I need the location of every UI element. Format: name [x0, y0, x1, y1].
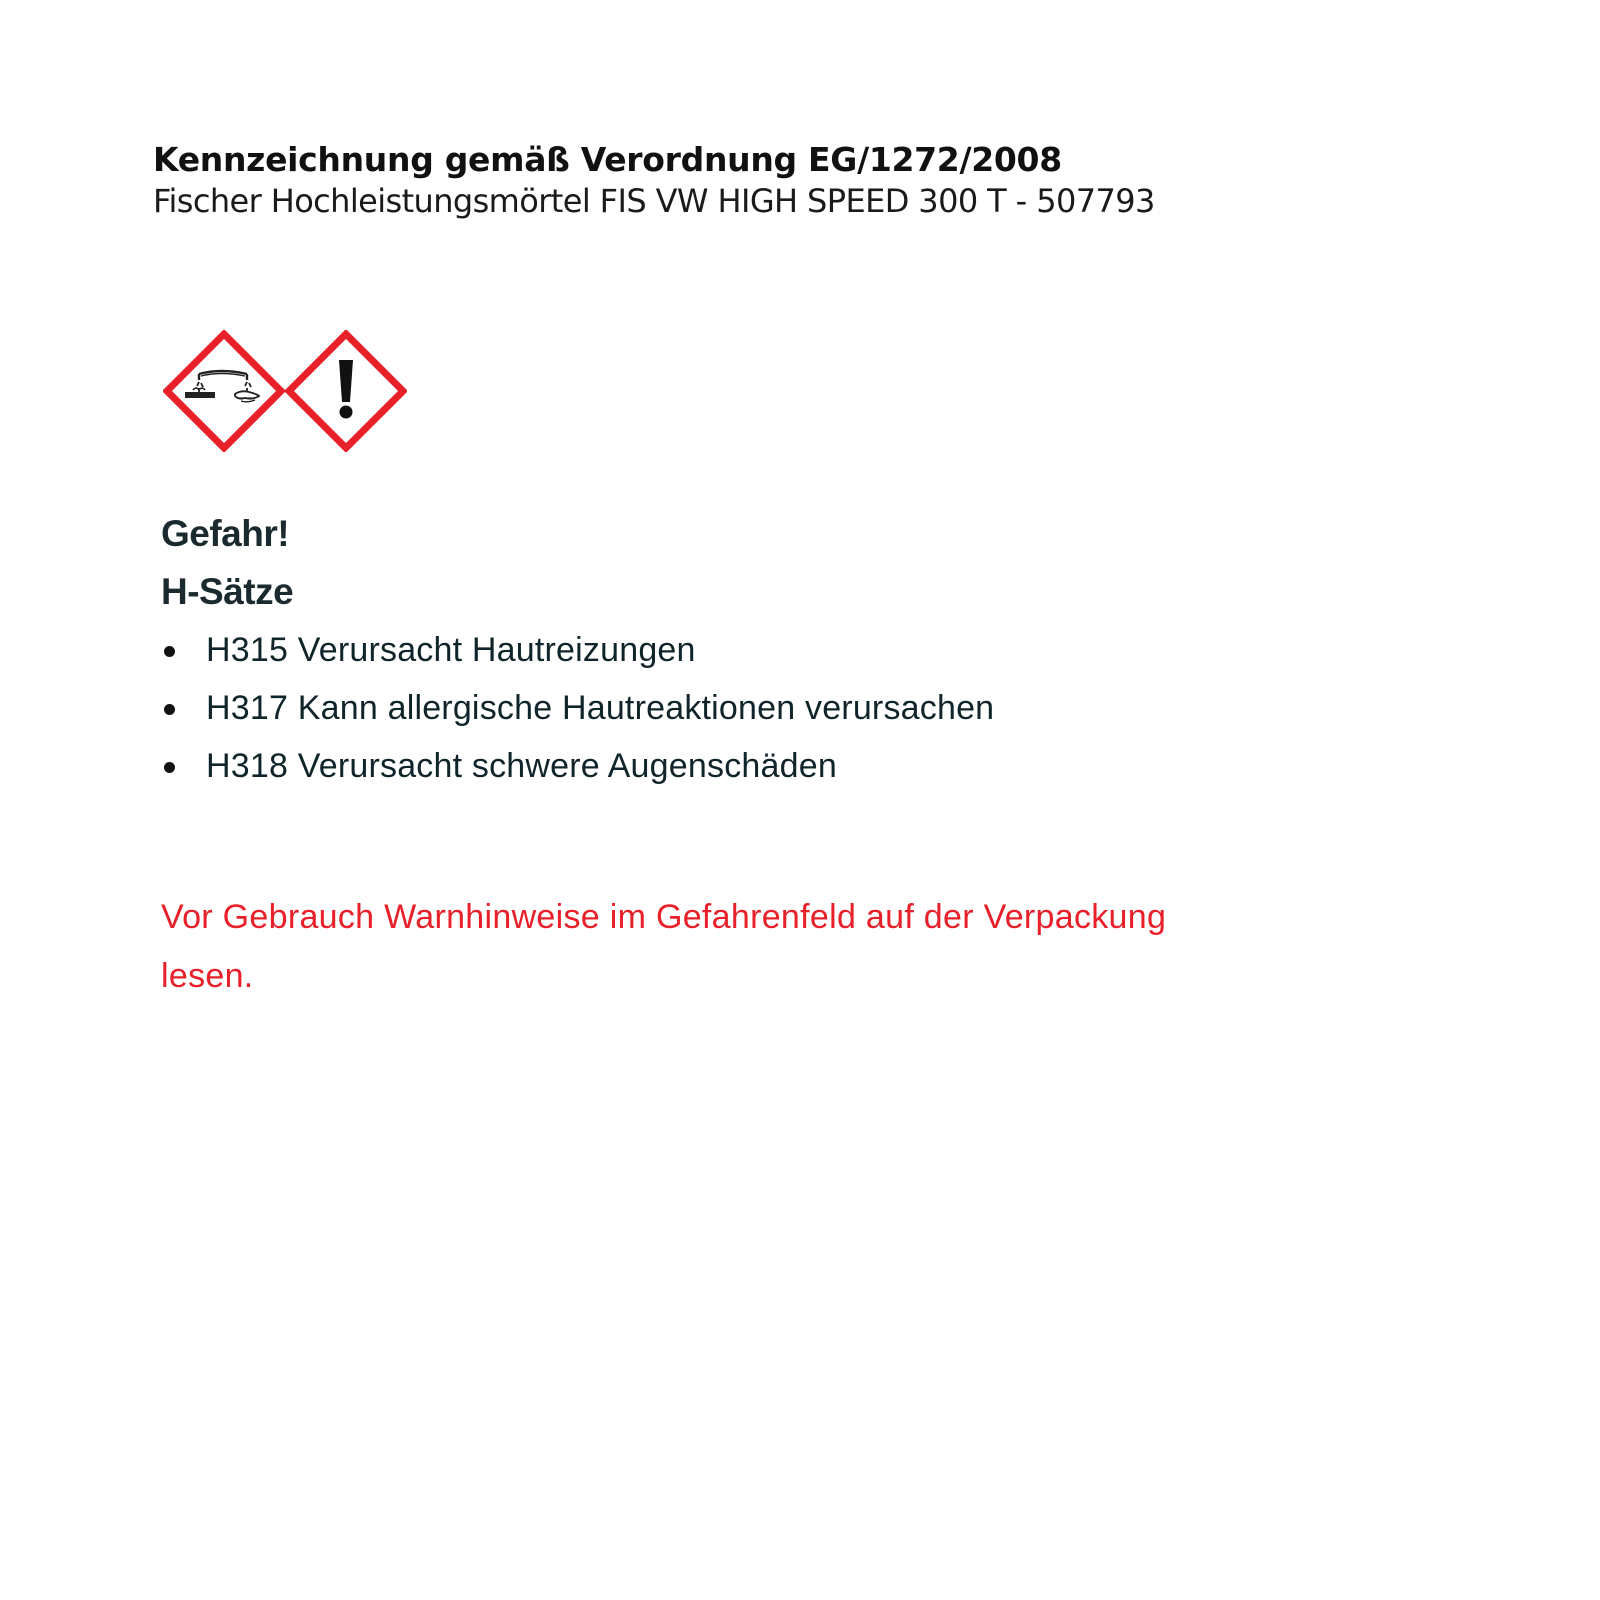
hazard-label	[161, 505, 1361, 795]
bullet-icon	[164, 704, 175, 715]
page-title: Kennzeichnung gemäß Verordnung EG/1272/2008	[153, 140, 1062, 179]
hazard-statement-h318	[161, 737, 1361, 795]
hazard-statement-h315	[161, 621, 1361, 679]
ghs05-corrosion-icon	[163, 330, 285, 452]
hazard-statement-text: H318 Verursacht schwere Augenschäden	[206, 747, 837, 785]
product-name: Fischer Hochleistungsmörtel FIS VW HIGH SPEED 300 T - 507793	[153, 182, 1155, 220]
bullet-icon	[164, 646, 175, 657]
signal-word: Gefahr!	[161, 513, 290, 554]
bullet-icon	[164, 762, 175, 773]
hazard-statements-heading: H-Sätze	[161, 571, 294, 612]
ghs07-exclamation-icon	[285, 330, 407, 452]
hazard-statement-text: H317 Kann allergische Hautreaktionen verursachen	[206, 689, 995, 727]
hazard-statement-h317	[161, 679, 1361, 737]
hazard-statements-list	[161, 621, 1361, 795]
document-header	[153, 140, 1453, 222]
packaging-warning-note: Vor Gebrauch Warnhinweise im Gefahrenfeld auf der Verpackung lesen.	[161, 898, 1167, 995]
hazard-statement-text: H315 Verursacht Hautreizungen	[206, 631, 696, 669]
ghs-pictograms	[163, 330, 407, 452]
